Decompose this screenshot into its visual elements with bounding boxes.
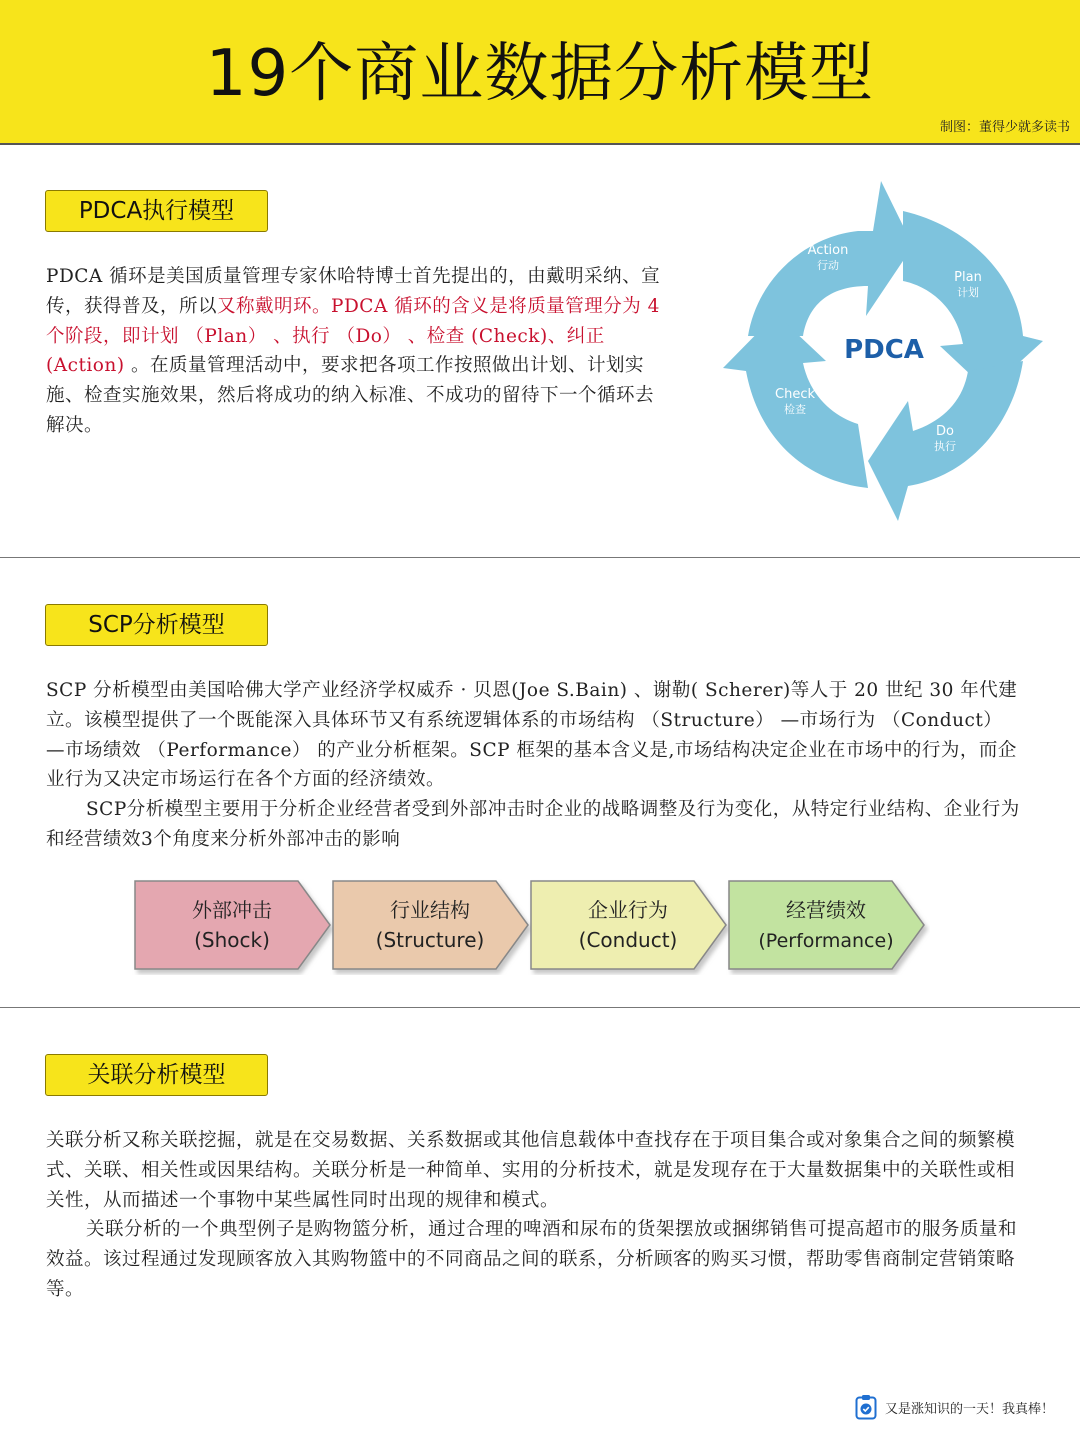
assoc-paragraph-1: 关联分析又称关联挖掘，就是在交易数据、关系数据或其他信息载体中查找存在于项目集合或对象集合之间的频繁模式、关联、相关性或因果结构。关联分析是一种简单、实用的分析技术，就是发现存在于大量数据集中的关联性或相关性，从而描述一个事物中某些属性同时出现的规律和模式。 [46,1130,1016,1211]
plan-cn-label: 计划 [957,286,979,299]
pdca-section-label: PDCA执行模型 [45,190,268,232]
flow-step-en: (Shock) [194,928,270,952]
footer-note [855,1394,1054,1420]
pdca-paragraph [46,262,666,441]
pdca-text-2: 。在质量管理活动中，要求把各项工作按照做出计划、计划实施、检查实施效果，然后将成功的纳入标准、不成功的留待下一个循环去解决。 [46,355,655,436]
pdca-text-1: PDCA 循环是美国质量管理专家休哈特博士首先提出的，由戴明采纳、宣传，获得普及，所以 [46,266,661,317]
scp-paragraph-1: SCP 分析模型由美国哈佛大学产业经济学权威乔 · 贝恩(Joe S.Bain) 、谢勒( Scherer)等人于 20 世纪 30 年代建立。该模型提供了一个既能深入具体环节又有系统逻辑体系的市场结构 （Structure） —市场行为 （Conduct） —市场绩效 （Performance） 的产业分析框架。SCP 框架的基本含义是,市场结构决定企业在市场中的行为，而企业行为又决定市场运行在各个方面的经济绩效。 [46,680,1018,791]
assoc-section-label: 关联分析模型 [45,1054,268,1096]
check-cn-label: 检查 [784,403,806,416]
flow-step-shock [135,881,330,969]
action-en-label: Action [807,243,849,258]
flow-step-performance [729,881,924,969]
pdca-highlight: 又称戴明环。PDCA 循环的含义是将质量管理分为 4 个阶段，即计划 （Plan） 、执行 （Do） 、检查 (Check)、纠正 (Action) [46,295,660,377]
do-en-label: Do [936,424,954,439]
action-cn-label: 行动 [817,259,839,272]
page-title: 19个商业数据分析模型 [205,37,875,111]
section-divider [0,557,1080,558]
flow-step-cn: 外部冲击 [192,898,272,922]
assoc-paragraph-2: 关联分析的一个典型例子是购物篮分析，通过合理的啤酒和尿布的货架摆放或捆绑销售可提高超市的服务质量和效益。该过程通过发现顾客放入其购物篮中的不同商品之间的联系，分析顾客的购买习惯，帮助零售商制定营销策略等。 [46,1219,1018,1300]
flow-step-en: (Structure) [375,928,485,952]
credit-text: 制图：董得少就多读书 [939,120,1070,135]
clipboard-check-icon [855,1394,877,1420]
flow-step-cn: 行业结构 [390,898,470,922]
plan-en-label: Plan [954,270,982,285]
flow-step-structure [333,881,528,969]
flow-step-conduct [531,881,726,969]
do-cn-label: 执行 [934,440,956,453]
flow-step-cn: 经营绩效 [786,898,866,922]
scp-paragraph [46,676,1021,855]
flow-step-en: (Conduct) [578,928,678,952]
flow-step-cn: 企业行为 [588,898,668,922]
pdca-cycle-diagram [718,176,1050,524]
assoc-paragraph [46,1126,1021,1305]
footer-note-text: 又是涨知识的一天！我真棒！ [884,1401,1054,1417]
scp-paragraph-2: SCP分析模型主要用于分析企业经营者受到外部冲击时企业的战略调整及行为变化，从特定行业结构、企业行为和经营绩效3个角度来分析外部冲击的影响 [46,799,1020,850]
check-en-label: Check [775,387,815,402]
flow-step-en: (Performance) [758,930,894,952]
pdca-center-label: PDCA [844,335,924,365]
scp-flow-diagram [130,875,930,975]
section-divider [0,1007,1080,1008]
header-banner [0,0,1080,145]
scp-section-label: SCP分析模型 [45,604,268,646]
